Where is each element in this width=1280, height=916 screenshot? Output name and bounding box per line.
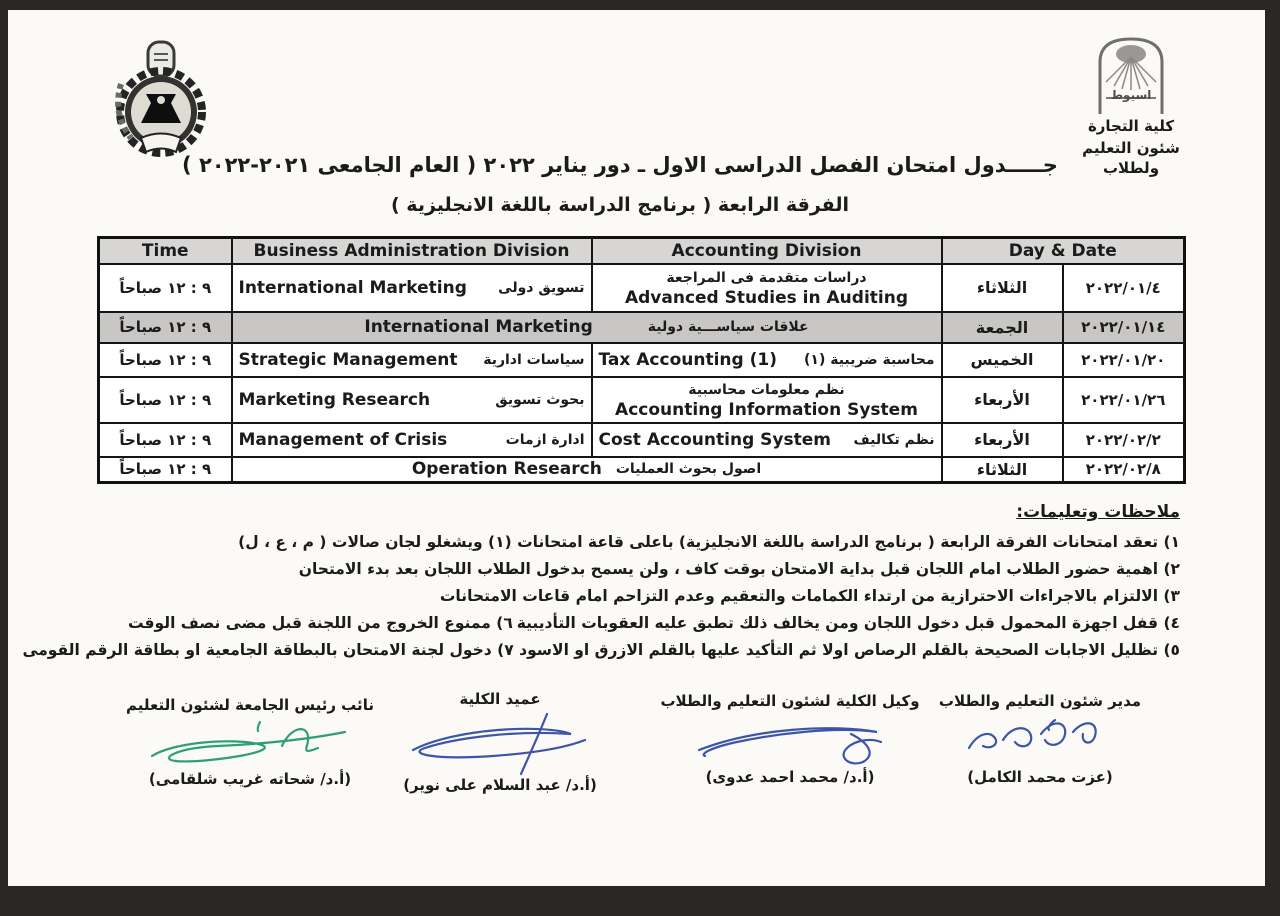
note-item: ١) تعقد امتحانات الفرقة الرابعة ( برنامج الدراسة باللغة الانجليزية) باعلى قاعة امتحانات (١) ويشغلو لجان صالات ( م ، ع ، ل) <box>238 533 1180 551</box>
exam-schedule-title: جـــــدول امتحان الفصل الدراسى الاول ـ دور يناير ٢٠٢٢ ( العام الجامعى ٢٠٢١-٢٠٢٢ ) <box>182 153 1058 177</box>
notes-list <box>22 533 1180 668</box>
date-cell <box>1063 457 1185 483</box>
note-item-part: ٦) ممنوع الخروج من اللجنة قبل مضى نصف الوقت <box>128 614 513 632</box>
signatory-title: عميد الكلية <box>459 690 541 708</box>
note-item: ٥) تظليل الاجابات الصحيحة بالقلم الرصاص اولا ثم التأكيد عليها بالقلم الازرق او الاسود ٧) دخول لجنة الامتحان بالبطاقة الجامعية او بطاقة الرقم القومى <box>22 641 1180 659</box>
signature-block-vice-dean <box>645 692 935 786</box>
day-cell: الخميس <box>942 343 1063 377</box>
merged-course-cell <box>232 457 942 483</box>
table-row <box>99 312 1185 343</box>
signature-block-vice-president <box>110 696 390 788</box>
date-value: ٢٠٢٢/٠١/٢٠ <box>1081 350 1166 369</box>
course-name-en: Advanced Studies in Auditing <box>624 287 909 308</box>
date-cell <box>1063 264 1185 312</box>
date-value: ٢٠٢٢/٠١/٤ <box>1085 278 1161 297</box>
course-name-en: Cost Accounting System <box>598 429 831 450</box>
time-cell: ٩ : ١٢ صباحاً <box>99 377 232 423</box>
course-name-ar: محاسبة ضريبية (١) <box>803 351 935 368</box>
col-header-day-date: Day & Date <box>942 238 1185 264</box>
accounting-course-cell <box>592 343 942 377</box>
course-name-en: Accounting Information System <box>615 399 918 420</box>
course-name-en: International Marketing <box>238 277 467 298</box>
course-name-ar: علاقات سياســـية دولية <box>647 319 809 335</box>
notes-heading: ملاحظات وتعليمات: <box>1016 502 1180 522</box>
signatory-name: (عزت محمد الكامل) <box>967 768 1113 786</box>
date-value: ٢٠٢٢/٠١/٢٦ <box>1081 390 1166 409</box>
day-cell: الأربعاء <box>942 423 1063 457</box>
col-header-accounting: Accounting Division <box>592 238 942 264</box>
course-name-ar: اصول بحوث العمليات <box>615 461 762 478</box>
date-value: ٢٠٢٢/٠٢/٨ <box>1085 460 1161 479</box>
course-name-ar: سياسات ادارية <box>483 351 585 368</box>
date-cell <box>1063 343 1185 377</box>
business-course-cell <box>232 423 592 457</box>
course-name-en: Operation Research <box>411 459 602 480</box>
date-cell <box>1063 423 1185 457</box>
university-emblem-logo <box>112 40 212 164</box>
course-name-en: Management of Crisis <box>238 429 448 450</box>
note-item: ٢) اهمية حضور الطلاب امام اللجان قبل بداية الامتحان بوقت كاف ، ولن يسمح بدخول الطلاب اللجان بعد بدء الامتحان <box>298 560 1180 578</box>
day-cell: الجمعة <box>942 312 1063 343</box>
course-name-en: Marketing Research <box>238 389 431 410</box>
time-cell: ٩ : ١٢ صباحاً <box>99 457 232 483</box>
course-name-en: International Marketing <box>364 317 593 337</box>
signatory-title: مدير شئون التعليم والطلاب <box>938 692 1142 710</box>
program-subtitle: الفرقة الرابعة ( برنامج الدراسة باللغة الانجليزية ) <box>391 194 849 216</box>
note-item: ٣) الالتزام بالاجراءات الاحترازية من ارتداء الكمامات والتعقيم وعدم التزاحم امام قاعات الامتحانات <box>439 587 1180 605</box>
day-cell: الثلاثاء <box>942 457 1063 483</box>
signatory-name: (أ.د/ عبد السلام على نوير) <box>403 776 597 794</box>
date-value: ٢٠٢٢/٠١/١٤ <box>1081 318 1166 336</box>
signature-block-dean <box>380 690 620 794</box>
accounting-course-cell <box>592 423 942 457</box>
course-name-ar: بحوث تسويق <box>495 391 585 408</box>
note-item <box>128 614 1180 632</box>
time-cell: ٩ : ١٢ صباحاً <box>99 423 232 457</box>
signatory-name: (أ.د/ محمد احمد عدوى) <box>705 768 875 786</box>
accounting-course-cell <box>592 377 942 423</box>
university-emblem-icon <box>112 40 212 160</box>
course-name-en: Strategic Management <box>238 349 458 370</box>
course-name-ar: تسويق دولى <box>498 279 585 296</box>
signatory-title: وكيل الكلية لشئون التعليم والطلاب <box>660 692 920 710</box>
signature-scribble-icon <box>140 714 360 770</box>
day-cell: الثلاثاء <box>942 264 1063 312</box>
merged-course-cell <box>232 312 942 343</box>
business-course-cell <box>232 343 592 377</box>
course-name-ar: نظم معلومات محاسبية <box>688 381 845 398</box>
assiut-arch-icon <box>1092 34 1170 114</box>
time-cell: ٩ : ١٢ صباحاً <box>99 312 232 343</box>
signature-scribble-icon <box>395 708 605 776</box>
table-row <box>99 423 1185 457</box>
affairs-label: شئون التعليم ولطلاب <box>1082 139 1180 177</box>
course-name-ar: ادارة ازمات <box>505 431 585 448</box>
signature-scribble-icon <box>955 710 1125 768</box>
date-cell <box>1063 312 1185 343</box>
col-header-time: Time <box>99 238 232 264</box>
date-cell <box>1063 377 1185 423</box>
course-name-en: Tax Accounting (1) <box>598 349 777 370</box>
note-item-part: ٤) قفل اجهزة المحمول قبل دخول اللجان ومن يخالف ذلك تطبق عليه العقوبات التأديبية <box>516 614 1180 632</box>
time-cell: ٩ : ١٢ صباحاً <box>99 264 232 312</box>
date-value: ٢٠٢٢/٠٢/٢ <box>1085 430 1161 449</box>
business-course-cell <box>232 264 592 312</box>
time-cell: ٩ : ١٢ صباحاً <box>99 343 232 377</box>
table-header-row <box>99 238 1185 264</box>
signature-scribble-icon <box>685 710 895 768</box>
table-row <box>99 377 1185 423</box>
accounting-course-cell <box>592 264 942 312</box>
exam-schedule-table <box>97 236 1186 484</box>
signatory-title: نائب رئيس الجامعة لشئون التعليم <box>126 696 374 714</box>
faculty-label: كلية التجارة <box>1087 117 1175 135</box>
course-name-ar: دراسات متقدمة فى المراجعة <box>666 269 867 286</box>
table-row <box>99 264 1185 312</box>
business-course-cell <box>232 377 592 423</box>
col-header-business: Business Administration Division <box>232 238 592 264</box>
signature-block-education-director <box>895 692 1185 786</box>
day-cell: الأربعاء <box>942 377 1063 423</box>
table-row <box>99 457 1185 483</box>
logo-word: اسيوط <box>1110 88 1152 102</box>
signatory-name: (أ.د/ شحاته غريب شلقامى) <box>148 770 352 788</box>
table-row <box>99 343 1185 377</box>
course-name-ar: نظم تكاليف <box>853 431 935 448</box>
